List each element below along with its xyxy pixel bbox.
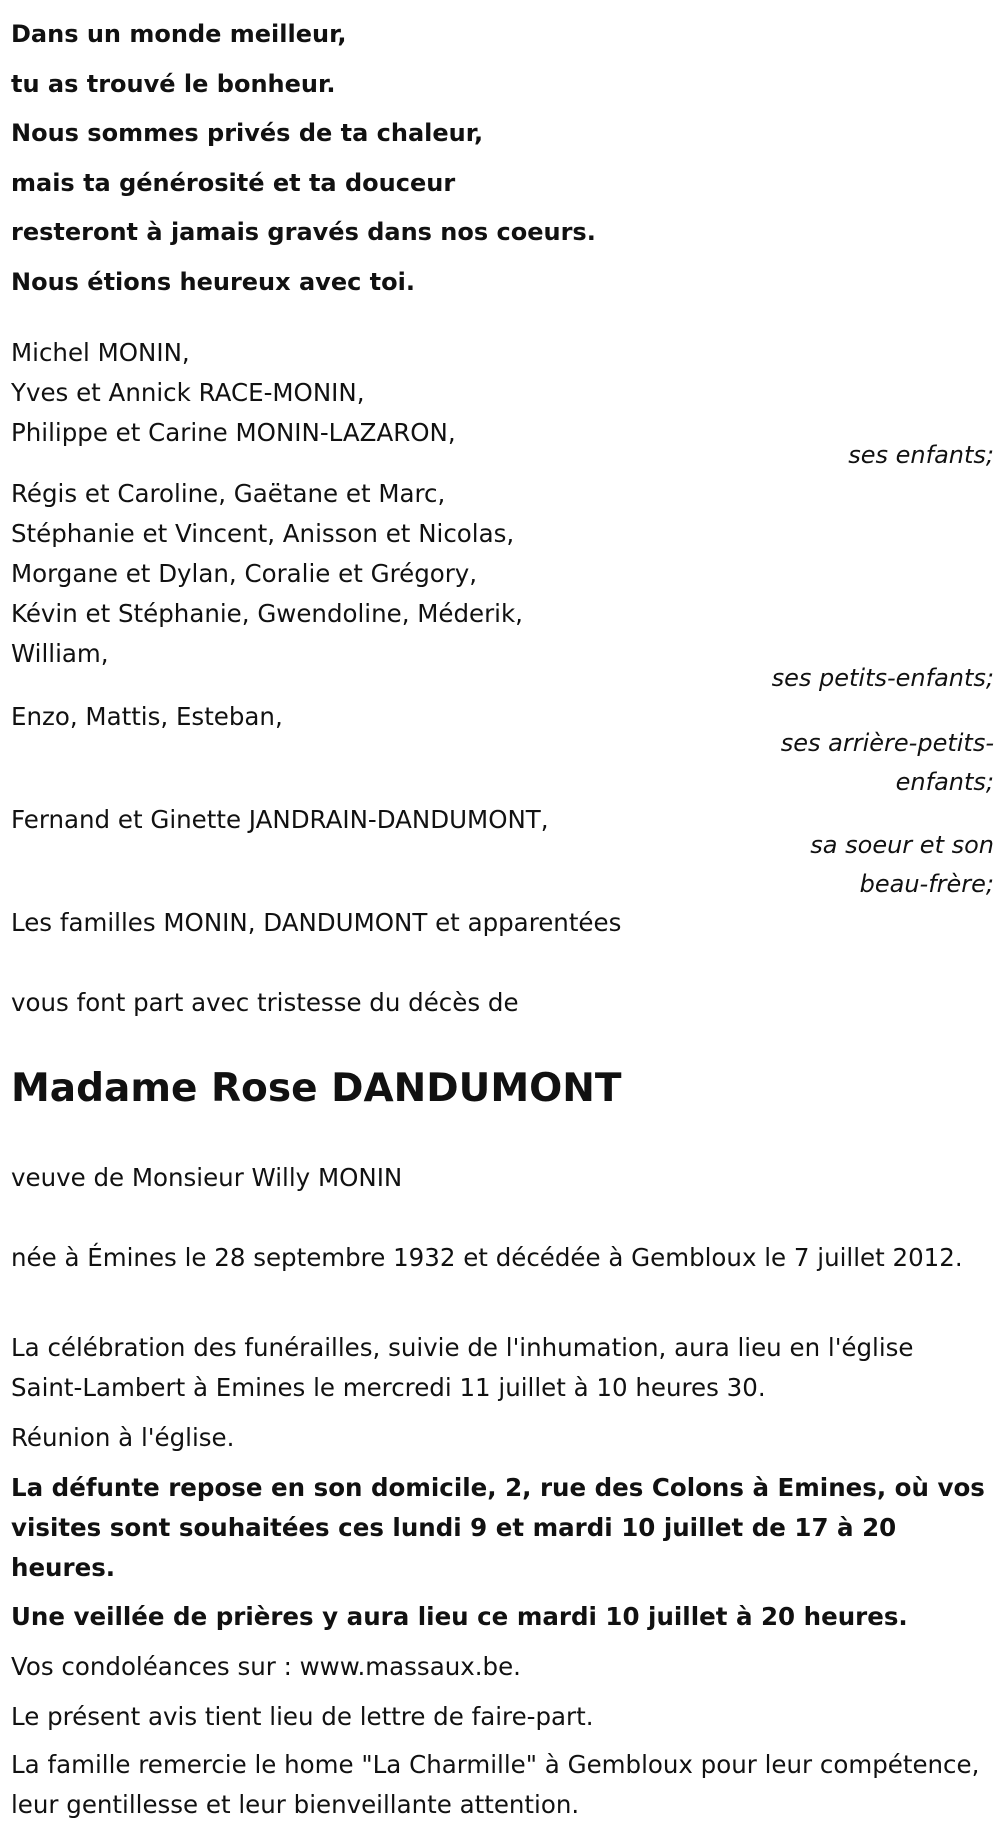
family-member-line: Enzo, Mattis, Esteban, [11,702,283,731]
siblings-relation: sa soeur et son beau-frère; [810,831,994,898]
poem-line: Nous étions heureux avec toi. [11,267,415,296]
family-member-line: Morgane et Dylan, Coralie et Grégory, [11,559,478,588]
thanks: La famille remercie le home "La Charmille" à Gembloux pour leur compétence, leur gentillesse et leur bienveillante attention. [11,1750,980,1819]
funeral-details: La célébration des funérailles, suivie de l'inhumation, aura lieu en l'église Saint-Lambert à Emines le mercredi 11 juillet à 10 heures 30. [11,1333,914,1402]
announcement: vous font part avec tristesse du décès de [11,988,519,1017]
great-grandchildren-relation: ses arrière-petits-enfants; [780,729,994,796]
poem-line: tu as trouvé le bonheur. [11,69,336,98]
birth-death: née à Émines le 28 septembre 1932 et décédée à Gembloux le 7 juillet 2012. [11,1243,963,1272]
deceased-name: Madame Rose DANDUMONT [11,1066,622,1111]
family-member-line: Stéphanie et Vincent, Anisson et Nicolas, [11,519,515,548]
notice: Le présent avis tient lieu de lettre de faire-part. [11,1702,594,1731]
poem-line: Nous sommes privés de ta chaleur, [11,119,484,147]
condolences: Vos condoléances sur : www.massaux.be. [11,1652,521,1681]
family-member-line: William, [11,639,109,668]
siblings-names [11,800,549,840]
great-grandchildren-names [11,697,283,737]
vigil: Une veillée de prières y aura lieu ce mardi 10 juillet à 20 heures. [11,1602,908,1631]
children-names [11,333,456,453]
children-relation: ses enfants; [848,441,994,469]
poem-line: mais ta générosité et ta douceur [11,168,456,197]
poem-line: resteront à jamais gravés dans nos coeurs. [11,218,596,246]
family-member-line: Michel MONIN, [11,338,190,367]
family-member-line: Régis et Caroline, Gaëtane et Marc, [11,479,446,508]
family-member-line: Kévin et Stéphanie, Gwendoline, Méderik, [11,599,523,628]
family-member-line: Fernand et Ginette JANDRAIN-DANDUMONT, [11,805,549,834]
poem [11,10,596,307]
families-line: Les familles MONIN, DANDUMONT et apparentées [11,908,622,937]
meeting: Réunion à l'église. [11,1423,235,1452]
poem-line: Dans un monde meilleur, [11,20,347,48]
widow-of: veuve de Monsieur Willy MONIN [11,1163,403,1192]
grandchildren-relation: ses petits-enfants; [771,664,994,692]
family-member-line: Yves et Annick RACE-MONIN, [11,378,365,407]
family-member-line: Philippe et Carine MONIN-LAZARON, [11,418,456,447]
grandchildren-names [11,474,523,674]
visits: La défunte repose en son domicile, 2, rue des Colons à Emines, où vos visites sont souhaitées ces lundi 9 et mardi 10 juillet de 17 à 20 heures. [11,1473,985,1582]
